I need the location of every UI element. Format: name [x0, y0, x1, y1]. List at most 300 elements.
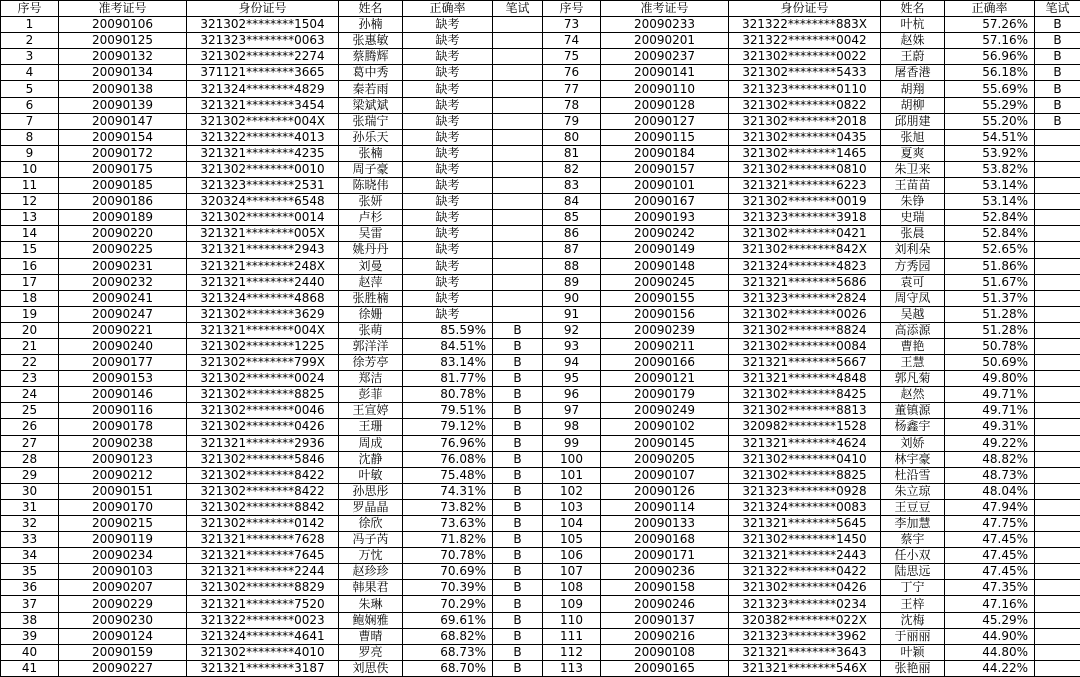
cell-name: 张胜楠	[339, 290, 403, 306]
cell-name-2: 丁宁	[881, 580, 945, 596]
cell-written-2	[1035, 483, 1080, 499]
cell-name-2: 杨鑫宇	[881, 419, 945, 435]
cell-exam-id: 20090146	[59, 387, 187, 403]
cell-id-card: 321302********1504	[187, 17, 339, 33]
cell-id-card: 321324********4641	[187, 628, 339, 644]
cell-name-2: 曹艳	[881, 338, 945, 354]
cell-written-2: B	[1035, 65, 1080, 81]
cell-name: 罗亮	[339, 644, 403, 660]
cell-id-card: 321321********3187	[187, 660, 339, 676]
cell-accuracy-2: 49.22%	[945, 435, 1035, 451]
cell-exam-id: 20090240	[59, 338, 187, 354]
cell-seq-2: 89	[543, 274, 601, 290]
cell-id-card: 321321********7520	[187, 596, 339, 612]
cell-seq: 30	[1, 483, 59, 499]
cell-seq-2: 104	[543, 516, 601, 532]
table-row	[1, 306, 1080, 322]
cell-seq: 40	[1, 644, 59, 660]
cell-accuracy: 76.08%	[403, 451, 493, 467]
cell-written-2	[1035, 435, 1080, 451]
cell-exam-id-2: 20090165	[601, 660, 729, 676]
table-row	[1, 596, 1080, 612]
cell-exam-id-2: 20090171	[601, 548, 729, 564]
cell-written-2: B	[1035, 17, 1080, 33]
cell-written-2	[1035, 242, 1080, 258]
cell-written	[493, 49, 543, 65]
cell-name-2: 陆思远	[881, 564, 945, 580]
table-row	[1, 81, 1080, 97]
table-row	[1, 97, 1080, 113]
cell-id-card: 321302********8422	[187, 483, 339, 499]
cell-written: B	[493, 612, 543, 628]
cell-accuracy: 缺考	[403, 194, 493, 210]
cell-name-2: 胡翔	[881, 81, 945, 97]
cell-seq: 33	[1, 532, 59, 548]
cell-accuracy-2: 55.69%	[945, 81, 1035, 97]
cell-exam-id: 20090212	[59, 467, 187, 483]
cell-written-2	[1035, 387, 1080, 403]
table-row	[1, 226, 1080, 242]
cell-name-2: 李加慧	[881, 516, 945, 532]
cell-seq: 1	[1, 17, 59, 33]
cell-seq-2: 105	[543, 532, 601, 548]
cell-id-card-2: 321323********3918	[729, 210, 881, 226]
cell-id-card-2: 321323********0110	[729, 81, 881, 97]
cell-name-2: 朱卫来	[881, 161, 945, 177]
cell-seq-2: 74	[543, 33, 601, 49]
cell-written: B	[493, 628, 543, 644]
cell-id-card-2: 321302********8813	[729, 403, 881, 419]
header-row	[1, 1, 1080, 17]
cell-written: B	[493, 580, 543, 596]
cell-exam-id: 20090215	[59, 516, 187, 532]
cell-id-card-2: 321321********2443	[729, 548, 881, 564]
cell-id-card: 321302********799X	[187, 355, 339, 371]
cell-exam-id-2: 20090167	[601, 194, 729, 210]
cell-exam-id-2: 20090158	[601, 580, 729, 596]
cell-id-card: 321321********2244	[187, 564, 339, 580]
table-row	[1, 548, 1080, 564]
cell-written-2	[1035, 644, 1080, 660]
cell-id-card: 321322********0023	[187, 612, 339, 628]
cell-name: 赵珍珍	[339, 564, 403, 580]
table-row	[1, 161, 1080, 177]
cell-id-card-2: 321321********5667	[729, 355, 881, 371]
cell-exam-id: 20090234	[59, 548, 187, 564]
cell-exam-id: 20090220	[59, 226, 187, 242]
cell-name-2: 王豆豆	[881, 499, 945, 515]
cell-accuracy-2: 50.69%	[945, 355, 1035, 371]
cell-name-2: 杜沿雪	[881, 467, 945, 483]
cell-accuracy: 81.77%	[403, 371, 493, 387]
cell-seq: 34	[1, 548, 59, 564]
cell-name-2: 张旭	[881, 129, 945, 145]
cell-name: 郑洁	[339, 371, 403, 387]
cell-exam-id: 20090238	[59, 435, 187, 451]
cell-written	[493, 97, 543, 113]
cell-id-card: 321321********4235	[187, 145, 339, 161]
cell-id-card: 321302********2274	[187, 49, 339, 65]
cell-seq-2: 86	[543, 226, 601, 242]
table-row	[1, 387, 1080, 403]
cell-name-2: 朱立琼	[881, 483, 945, 499]
cell-written: B	[493, 516, 543, 532]
cell-exam-id-2: 20090108	[601, 644, 729, 660]
cell-seq-2: 103	[543, 499, 601, 515]
cell-written	[493, 129, 543, 145]
header-name: 姓名	[339, 1, 403, 17]
cell-written-2	[1035, 129, 1080, 145]
cell-seq-2: 78	[543, 97, 601, 113]
cell-exam-id: 20090103	[59, 564, 187, 580]
cell-written-2: B	[1035, 97, 1080, 113]
table-row	[1, 371, 1080, 387]
cell-accuracy: 70.69%	[403, 564, 493, 580]
table-row	[1, 532, 1080, 548]
cell-name: 陈晓伟	[339, 178, 403, 194]
cell-seq: 5	[1, 81, 59, 97]
cell-exam-id-2: 20090126	[601, 483, 729, 499]
cell-seq: 22	[1, 355, 59, 371]
cell-seq-2: 83	[543, 178, 601, 194]
cell-written-2: B	[1035, 33, 1080, 49]
cell-id-card-2: 320382********022X	[729, 612, 881, 628]
cell-seq-2: 73	[543, 17, 601, 33]
cell-accuracy: 缺考	[403, 178, 493, 194]
cell-name-2: 赵姝	[881, 33, 945, 49]
header-exam-id-2: 准考证号	[601, 1, 729, 17]
header-accuracy: 正确率	[403, 1, 493, 17]
cell-id-card-2: 321321********4848	[729, 371, 881, 387]
table-row	[1, 17, 1080, 33]
cell-seq-2: 106	[543, 548, 601, 564]
cell-name-2: 王蔚	[881, 49, 945, 65]
cell-written	[493, 210, 543, 226]
cell-written: B	[493, 451, 543, 467]
cell-id-card-2: 321321********5645	[729, 516, 881, 532]
cell-seq: 32	[1, 516, 59, 532]
cell-name-2: 林宇豪	[881, 451, 945, 467]
cell-accuracy-2: 52.84%	[945, 210, 1035, 226]
cell-name-2: 任小双	[881, 548, 945, 564]
cell-exam-id-2: 20090141	[601, 65, 729, 81]
cell-id-card-2: 321302********0410	[729, 451, 881, 467]
cell-id-card: 321321********005X	[187, 226, 339, 242]
table-row	[1, 178, 1080, 194]
cell-exam-id-2: 20090249	[601, 403, 729, 419]
cell-written-2	[1035, 371, 1080, 387]
cell-accuracy: 缺考	[403, 161, 493, 177]
cell-accuracy: 76.96%	[403, 435, 493, 451]
cell-accuracy: 缺考	[403, 258, 493, 274]
cell-seq: 36	[1, 580, 59, 596]
cell-name-2: 邱朋建	[881, 113, 945, 129]
cell-written-2	[1035, 548, 1080, 564]
cell-accuracy: 缺考	[403, 274, 493, 290]
cell-name: 冯子芮	[339, 532, 403, 548]
table-row	[1, 49, 1080, 65]
cell-exam-id: 20090232	[59, 274, 187, 290]
cell-accuracy: 缺考	[403, 226, 493, 242]
cell-accuracy: 84.51%	[403, 338, 493, 354]
cell-id-card-2: 321302********8825	[729, 467, 881, 483]
cell-id-card: 321302********0014	[187, 210, 339, 226]
cell-accuracy: 缺考	[403, 49, 493, 65]
cell-written-2	[1035, 290, 1080, 306]
cell-accuracy-2: 48.73%	[945, 467, 1035, 483]
cell-exam-id-2: 20090155	[601, 290, 729, 306]
cell-seq: 39	[1, 628, 59, 644]
cell-exam-id-2: 20090110	[601, 81, 729, 97]
cell-seq: 14	[1, 226, 59, 242]
cell-accuracy: 70.29%	[403, 596, 493, 612]
cell-id-card-2: 321321********5686	[729, 274, 881, 290]
cell-id-card-2: 321302********1450	[729, 532, 881, 548]
cell-seq: 11	[1, 178, 59, 194]
cell-accuracy: 缺考	[403, 33, 493, 49]
cell-seq: 18	[1, 290, 59, 306]
cell-name: 葛中秀	[339, 65, 403, 81]
table-row	[1, 564, 1080, 580]
cell-exam-id-2: 20090101	[601, 178, 729, 194]
cell-accuracy-2: 49.80%	[945, 371, 1035, 387]
cell-exam-id-2: 20090216	[601, 628, 729, 644]
cell-exam-id-2: 20090193	[601, 210, 729, 226]
cell-written: B	[493, 322, 543, 338]
cell-exam-id: 20090189	[59, 210, 187, 226]
cell-accuracy: 68.73%	[403, 644, 493, 660]
cell-name: 张萌	[339, 322, 403, 338]
cell-exam-id: 20090178	[59, 419, 187, 435]
cell-exam-id: 20090134	[59, 65, 187, 81]
cell-seq: 8	[1, 129, 59, 145]
cell-id-card: 321302********3629	[187, 306, 339, 322]
cell-name: 徐芳亭	[339, 355, 403, 371]
cell-accuracy-2: 47.45%	[945, 548, 1035, 564]
cell-seq: 20	[1, 322, 59, 338]
cell-exam-id-2: 20090242	[601, 226, 729, 242]
cell-accuracy-2: 44.90%	[945, 628, 1035, 644]
cell-id-card-2: 321302********0022	[729, 49, 881, 65]
cell-exam-id-2: 20090128	[601, 97, 729, 113]
cell-name-2: 董镇源	[881, 403, 945, 419]
cell-accuracy: 缺考	[403, 210, 493, 226]
table-row	[1, 338, 1080, 354]
cell-written-2	[1035, 516, 1080, 532]
cell-id-card-2: 321302********8425	[729, 387, 881, 403]
cell-id-card: 321321********2936	[187, 435, 339, 451]
cell-name-2: 周守凤	[881, 290, 945, 306]
cell-id-card-2: 321322********0422	[729, 564, 881, 580]
cell-exam-id: 20090231	[59, 258, 187, 274]
table-row	[1, 644, 1080, 660]
cell-id-card-2: 320982********1528	[729, 419, 881, 435]
cell-name: 张妍	[339, 194, 403, 210]
cell-exam-id-2: 20090179	[601, 387, 729, 403]
cell-name: 孙楠	[339, 17, 403, 33]
cell-exam-id-2: 20090148	[601, 258, 729, 274]
cell-id-card-2: 321302********0084	[729, 338, 881, 354]
table-row	[1, 258, 1080, 274]
cell-written-2: B	[1035, 113, 1080, 129]
cell-exam-id-2: 20090156	[601, 306, 729, 322]
cell-name-2: 郭凡菊	[881, 371, 945, 387]
cell-id-card: 321302********8842	[187, 499, 339, 515]
cell-written-2	[1035, 194, 1080, 210]
cell-name: 姚丹丹	[339, 242, 403, 258]
cell-name-2: 方秀园	[881, 258, 945, 274]
cell-seq-2: 100	[543, 451, 601, 467]
cell-accuracy: 73.82%	[403, 499, 493, 515]
cell-accuracy: 68.82%	[403, 628, 493, 644]
cell-seq: 7	[1, 113, 59, 129]
cell-written-2	[1035, 564, 1080, 580]
cell-name: 张瑞宁	[339, 113, 403, 129]
cell-seq: 2	[1, 33, 59, 49]
cell-seq: 37	[1, 596, 59, 612]
cell-written: B	[493, 644, 543, 660]
cell-accuracy-2: 51.86%	[945, 258, 1035, 274]
cell-id-card-2: 321302********8824	[729, 322, 881, 338]
cell-id-card: 321302********0010	[187, 161, 339, 177]
cell-name: 张楠	[339, 145, 403, 161]
cell-seq-2: 87	[543, 242, 601, 258]
cell-id-card: 321302********0142	[187, 516, 339, 532]
cell-exam-id: 20090247	[59, 306, 187, 322]
cell-written	[493, 65, 543, 81]
cell-written: B	[493, 419, 543, 435]
cell-id-card: 321324********4829	[187, 81, 339, 97]
cell-written	[493, 306, 543, 322]
cell-exam-id-2: 20090211	[601, 338, 729, 354]
cell-id-card-2: 321321********6223	[729, 178, 881, 194]
cell-written-2	[1035, 532, 1080, 548]
header-written: 笔试	[493, 1, 543, 17]
cell-accuracy-2: 51.37%	[945, 290, 1035, 306]
cell-written-2: B	[1035, 81, 1080, 97]
cell-written-2	[1035, 161, 1080, 177]
table-row	[1, 113, 1080, 129]
cell-written	[493, 161, 543, 177]
cell-seq: 3	[1, 49, 59, 65]
cell-written-2	[1035, 338, 1080, 354]
cell-name-2: 叶杭	[881, 17, 945, 33]
cell-name: 朱琳	[339, 596, 403, 612]
cell-accuracy-2: 48.82%	[945, 451, 1035, 467]
cell-written-2	[1035, 628, 1080, 644]
table-row	[1, 355, 1080, 371]
cell-seq-2: 108	[543, 580, 601, 596]
cell-name: 秦若雨	[339, 81, 403, 97]
cell-seq-2: 107	[543, 564, 601, 580]
table-row	[1, 435, 1080, 451]
cell-written-2	[1035, 226, 1080, 242]
cell-written	[493, 242, 543, 258]
cell-exam-id: 20090221	[59, 322, 187, 338]
table-row	[1, 467, 1080, 483]
cell-exam-id: 20090106	[59, 17, 187, 33]
cell-accuracy-2: 55.20%	[945, 113, 1035, 129]
table-row	[1, 210, 1080, 226]
cell-accuracy-2: 51.28%	[945, 306, 1035, 322]
cell-written	[493, 33, 543, 49]
cell-seq: 38	[1, 612, 59, 628]
cell-exam-id: 20090170	[59, 499, 187, 515]
cell-exam-id: 20090229	[59, 596, 187, 612]
cell-id-card: 321302********0426	[187, 419, 339, 435]
cell-id-card: 320324********6548	[187, 194, 339, 210]
table-row	[1, 660, 1080, 676]
cell-written-2	[1035, 355, 1080, 371]
cell-written: B	[493, 532, 543, 548]
cell-written-2	[1035, 660, 1080, 676]
cell-exam-id: 20090154	[59, 129, 187, 145]
cell-name-2: 屠香港	[881, 65, 945, 81]
cell-id-card: 321302********4010	[187, 644, 339, 660]
cell-written-2	[1035, 306, 1080, 322]
cell-seq-2: 110	[543, 612, 601, 628]
cell-exam-id: 20090123	[59, 451, 187, 467]
cell-written: B	[493, 548, 543, 564]
cell-accuracy: 70.39%	[403, 580, 493, 596]
table-row	[1, 451, 1080, 467]
cell-id-card-2: 321302********0426	[729, 580, 881, 596]
cell-accuracy: 缺考	[403, 145, 493, 161]
cell-seq-2: 93	[543, 338, 601, 354]
cell-accuracy: 70.78%	[403, 548, 493, 564]
cell-id-card-2: 321302********0822	[729, 97, 881, 113]
cell-exam-id: 20090139	[59, 97, 187, 113]
cell-id-card-2: 321302********842X	[729, 242, 881, 258]
cell-name-2: 刘娇	[881, 435, 945, 451]
cell-name: 王宣婷	[339, 403, 403, 419]
cell-written	[493, 194, 543, 210]
table-row	[1, 274, 1080, 290]
cell-seq-2: 99	[543, 435, 601, 451]
cell-exam-id-2: 20090236	[601, 564, 729, 580]
table-row	[1, 322, 1080, 338]
cell-seq-2: 111	[543, 628, 601, 644]
cell-accuracy-2: 44.22%	[945, 660, 1035, 676]
cell-accuracy: 缺考	[403, 81, 493, 97]
table-row	[1, 403, 1080, 419]
cell-seq-2: 90	[543, 290, 601, 306]
cell-name-2: 蔡宇	[881, 532, 945, 548]
cell-accuracy: 79.12%	[403, 419, 493, 435]
cell-accuracy-2: 47.45%	[945, 564, 1035, 580]
cell-id-card-2: 321323********0928	[729, 483, 881, 499]
cell-seq-2: 95	[543, 371, 601, 387]
cell-name: 罗晶晶	[339, 499, 403, 515]
cell-accuracy: 缺考	[403, 242, 493, 258]
cell-seq-2: 102	[543, 483, 601, 499]
cell-exam-id: 20090132	[59, 49, 187, 65]
cell-id-card: 321321********248X	[187, 258, 339, 274]
cell-exam-id-2: 20090114	[601, 499, 729, 515]
cell-id-card: 321321********3454	[187, 97, 339, 113]
cell-written-2	[1035, 178, 1080, 194]
cell-seq-2: 77	[543, 81, 601, 97]
cell-name: 王珊	[339, 419, 403, 435]
cell-accuracy: 85.59%	[403, 322, 493, 338]
cell-seq: 16	[1, 258, 59, 274]
cell-exam-id: 20090186	[59, 194, 187, 210]
cell-accuracy-2: 47.35%	[945, 580, 1035, 596]
cell-accuracy-2: 52.84%	[945, 226, 1035, 242]
cell-exam-id: 20090124	[59, 628, 187, 644]
cell-name: 鲍娴雅	[339, 612, 403, 628]
cell-id-card-2: 321324********4823	[729, 258, 881, 274]
